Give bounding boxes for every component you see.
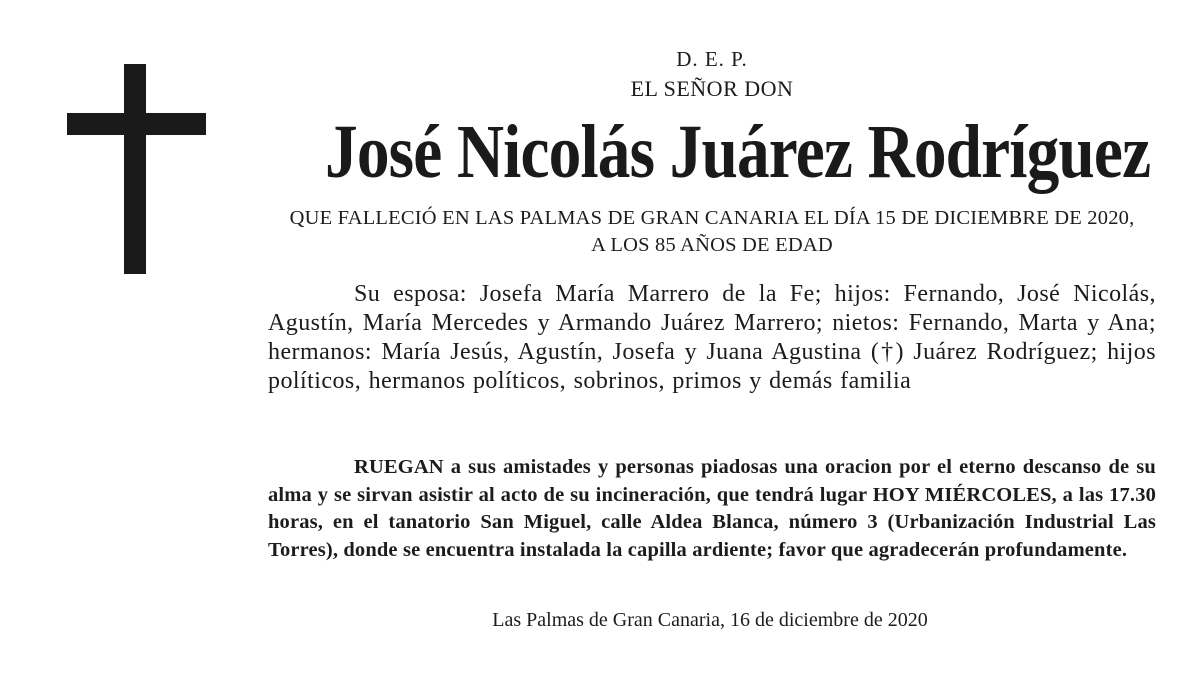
request-text: RUEGAN a sus amistades y personas piadosas una oracion por el eterno descanso de su alma y se sirvan asistir al acto de su incineración, que tendrá lugar HOY MIÉRCOLES, a las 17.30 horas, en el tanatorio San Miguel, calle Aldea Blanca, número 3 (Urbanización Industrial Las Torres), donde se encuentra instalada la capilla ardiente; favor que agradecerán profundamente. — [268, 456, 1156, 561]
family-text: Su esposa: Josefa María Marrero de la Fe; hijos: Fernando, José Nicolás, Agustín, María Mercedes y Armando Juárez Marrero; nietos: Fernando, Marta y Ana; hermanos: María Jesús, Agustín, Josefa y Juana Agustina (†) Juárez Rodríguez; hijos políticos, hermanos políticos, sobrinos, primos y demás familia — [268, 281, 1156, 394]
death-announcement — [268, 205, 1156, 259]
honorific-title: EL SEÑOR DON — [630, 76, 794, 101]
cross-horizontal-bar — [67, 113, 206, 135]
cross-vertical-bar — [124, 64, 146, 274]
dep-heading: D. E. P. — [676, 47, 748, 71]
death-line-2: A LOS 85 AÑOS DE EDAD — [591, 234, 833, 256]
deceased-name: José Nicolás Juárez Rodríguez — [325, 110, 1151, 194]
request-paragraph — [268, 454, 1156, 564]
death-line-1: QUE FALLECIÓ EN LAS PALMAS DE GRAN CANARIA EL DÍA 15 DE DICIEMBRE DE 2020, — [289, 207, 1135, 229]
family-paragraph — [268, 280, 1156, 396]
place-date-line: Las Palmas de Gran Canaria, 16 de diciembre de 2020 — [492, 609, 928, 631]
